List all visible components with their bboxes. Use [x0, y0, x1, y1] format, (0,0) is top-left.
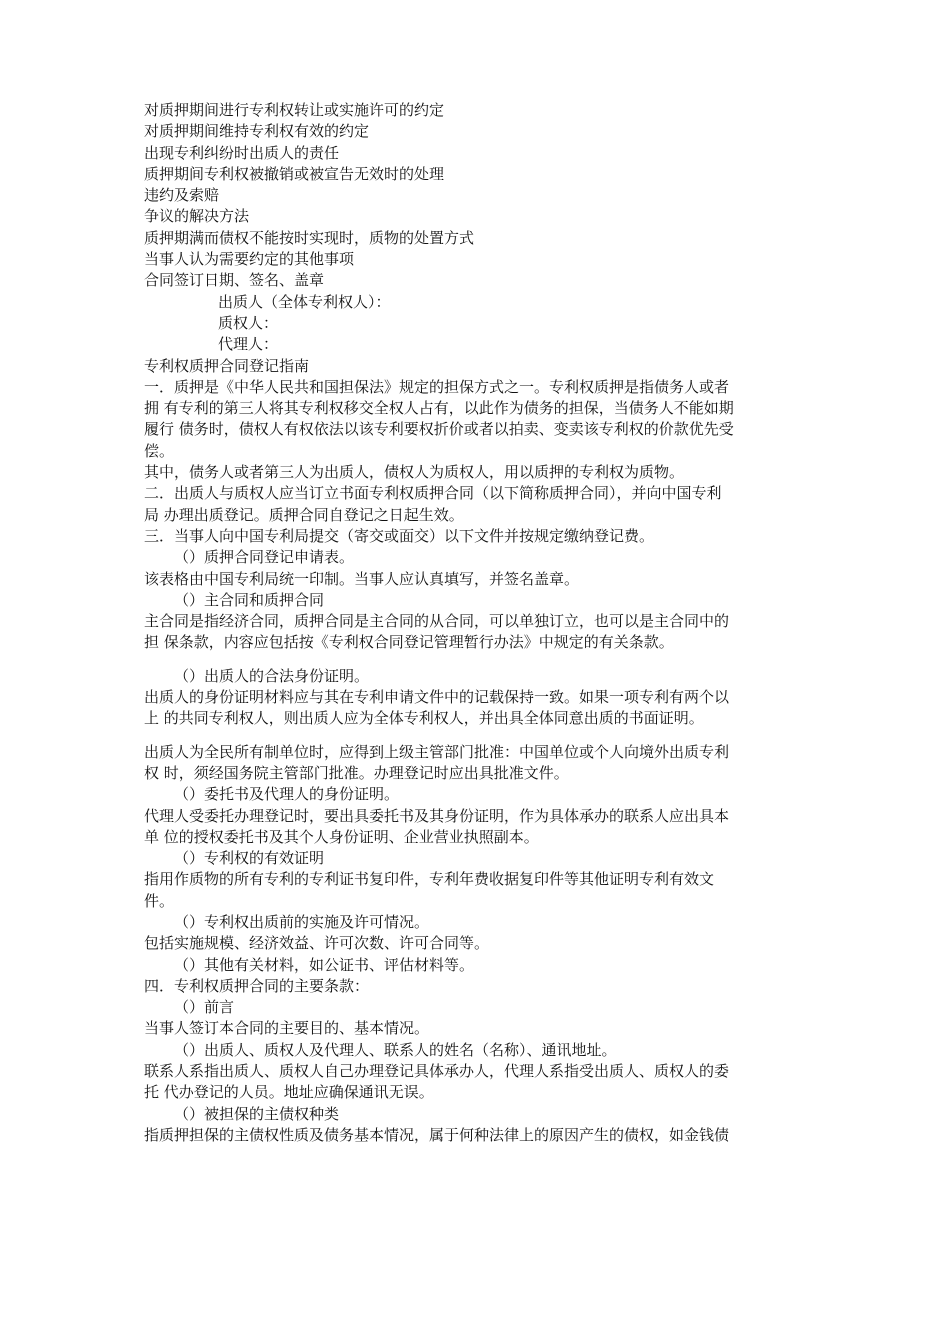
item-identity-proof-desc: 权 时，须经国务院主管部门批准。办理登记时应出具批准文件。 [144, 763, 569, 782]
item-preamble-desc: 当事人签订本合同的主要目的、基本情况。 [144, 1019, 430, 1038]
spacer [144, 730, 834, 742]
clause-line: 当事人认为需要约定的其他事项 [144, 250, 355, 269]
section-2-line: 局 办理出质登记。质押合同自登记之日起生效。 [144, 505, 464, 524]
item-application-form: （）质押合同登记申请表。 [174, 548, 355, 567]
item-other-materials: （）其他有关材料，如公证书、评估材料等。 [174, 955, 475, 974]
item-power-of-attorney-desc: 代理人受委托办理登记时，要出具委托书及其身份证明，作为具体承办的联系人应出具本 [144, 806, 730, 825]
item-preamble: （）前言 [174, 998, 235, 1017]
signature-agent: 代理人： [218, 335, 279, 354]
section-1-line: 拥 有专利的第三人将其专利权移交全权人占有，以此作为债务的担保，当债务人不能如期 [144, 399, 734, 418]
clause-line: 质押期间专利权被撤销或被宣告无效时的处理 [144, 164, 445, 183]
signature-pledgee: 质权人： [218, 313, 279, 332]
clause-line: 质押期满而债权不能按时实现时，质物的处置方式 [144, 228, 475, 247]
item-application-form-desc: 该表格由中国专利局统一印制。当事人应认真填写，并签名盖章。 [144, 569, 580, 588]
item-patent-validity: （）专利权的有效证明 [174, 849, 325, 868]
item-patent-validity-desc: 件。 [144, 891, 175, 910]
item-parties: （）出质人、质权人及代理人、联系人的姓名（名称）、通讯地址。 [174, 1040, 617, 1059]
clause-line: 争议的解决方法 [144, 207, 250, 226]
clause-line: 违约及索赔 [144, 186, 220, 205]
section-1-line: 偿。 [144, 441, 175, 460]
item-identity-proof-desc: 出质人的身份证明材料应与其在专利申请文件中的记载保持一致。如果一项专利有两个以 [144, 688, 730, 707]
section-2-line: 二．出质人与质权人应当订立书面专利权质押合同（以下简称质押合同），并向中国专利 [144, 484, 722, 503]
signature-pledgor: 出质人（全体专利权人）： [218, 292, 391, 311]
item-secured-claim: （）被担保的主债权种类 [174, 1104, 340, 1123]
item-main-contract-desc: 主合同是指经济合同，质押合同是主合同的从合同，可以单独订立，也可以是主合同中的 [144, 612, 730, 631]
guide-title: 专利权质押合同登记指南 [144, 356, 310, 375]
section-1-line: 履行 债务时，债权人有权依法以该专利要权折价或者以拍卖、变卖该专利权的价款优先受 [144, 420, 734, 439]
clause-line: 合同签订日期、签名、盖章 [144, 271, 325, 290]
item-parties-desc: 托 代办登记的人员。地址应确保通讯无误。 [144, 1083, 434, 1102]
section-1-line: 一．质押是《中华人民共和国担保法》规定的担保方式之一。专利权质押是指债务人或者 [144, 377, 730, 396]
item-license-status: （）专利权出质前的实施及许可情况。 [174, 912, 430, 931]
item-main-contract: （）主合同和质押合同 [174, 590, 325, 609]
item-patent-validity-desc: 指用作质物的所有专利的专利证书复印件，专利年费收据复印件等其他证明专利有效文 [144, 870, 715, 889]
clause-line: 出现专利纠纷时出质人的责任 [144, 143, 340, 162]
item-identity-proof: （）出质人的合法身份证明。 [174, 666, 370, 685]
section-3-heading: 三．当事人向中国专利局提交（寄交或面交）以下文件并按规定缴纳登记费。 [144, 526, 655, 545]
item-secured-claim-desc: 指质押担保的主债权性质及债务基本情况，属于何种法律上的原因产生的债权，如金钱债 [144, 1125, 730, 1144]
item-main-contract-desc: 担 保条款，内容应包括按《专利权合同登记管理暂行办法》中规定的有关条款。 [144, 633, 674, 652]
section-1-line: 其中，债务人或者第三人为出质人，债权人为质权人，用以质押的专利权为质物。 [144, 463, 685, 482]
item-license-status-desc: 包括实施规模、经济效益、许可次数、许可合同等。 [144, 934, 490, 953]
spacer [144, 654, 834, 666]
clause-line: 对质押期间进行专利权转让或实施许可的约定 [144, 101, 445, 119]
item-parties-desc: 联系人系指出质人、质权人自己办理登记具体承办人，代理人系指受出质人、质权人的委 [144, 1062, 730, 1081]
section-4-heading: 四．专利权质押合同的主要条款： [144, 976, 370, 995]
item-power-of-attorney: （）委托书及代理人的身份证明。 [174, 785, 400, 804]
clause-line: 对质押期间维持专利权有效的约定 [144, 122, 370, 141]
document-body [144, 100, 834, 1146]
item-identity-proof-desc: 出质人为全民所有制单位时，应得到上级主管部门批准：中国单位或个人向境外出质专利 [144, 742, 730, 761]
item-identity-proof-desc: 上 的共同专利权人，则出质人应为全体专利权人，并出具全体同意出质的书面证明。 [144, 709, 704, 728]
item-power-of-attorney-desc: 单 位的授权委托书及其个人身份证明、企业营业执照副本。 [144, 827, 539, 846]
